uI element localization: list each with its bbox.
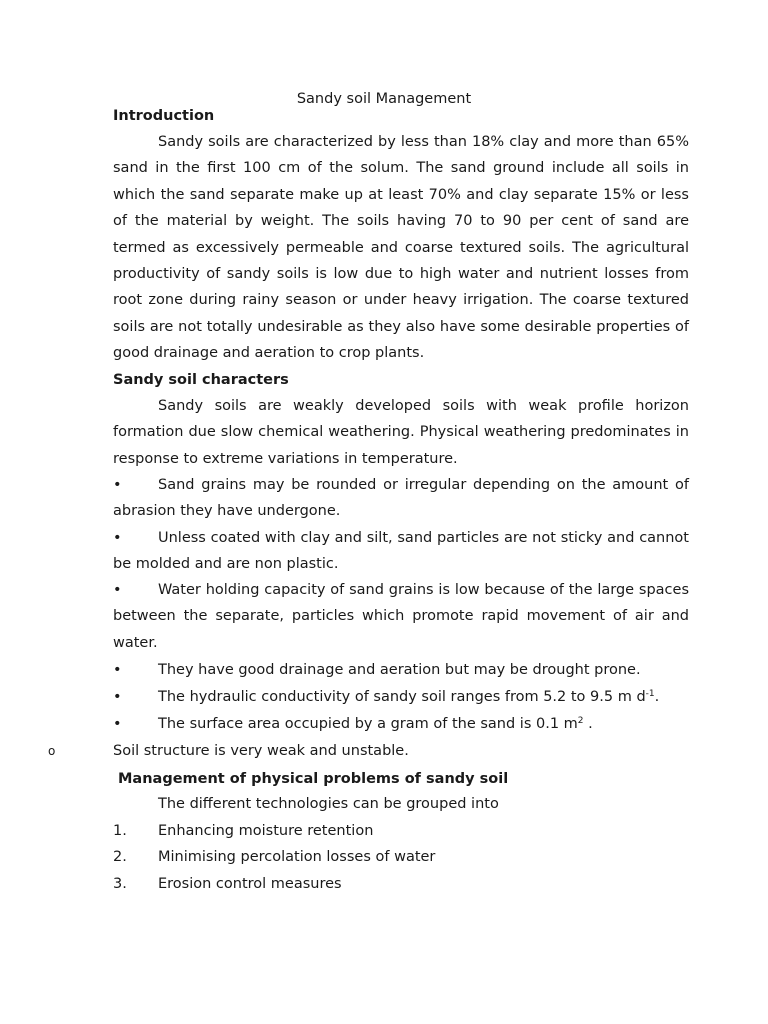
bullet-text: Water holding capacity of sand grains is low because of the large spaces between the separate, particles which promote rapid movement of air and water. (113, 582, 689, 651)
numbered-item (113, 844, 689, 870)
superscript: -1 (645, 689, 655, 699)
bullet-item (113, 711, 689, 737)
numbered-item-text: Enhancing moisture retention (158, 823, 374, 839)
sandy-soil-characters-heading: Sandy soil characters (113, 372, 289, 388)
list-number: 2. (113, 849, 127, 865)
introduction-heading: Introduction (113, 108, 215, 124)
list-number: 1. (113, 823, 127, 839)
bullet-text: Sand grains may be rounded or irregular depending on the amount of abrasion they have undergone. (113, 477, 689, 520)
bullet-text-end: . (583, 716, 593, 732)
bullet-icon: • (113, 662, 122, 678)
numbered-item (113, 818, 689, 844)
bullet-item (113, 684, 689, 710)
bullet-text: The hydraulic conductivity of sandy soil ranges from 5.2 to 9.5 m d (158, 689, 646, 705)
bullet-item (113, 472, 689, 525)
bullet-text: The surface area occupied by a gram of the sand is 0.1 m (158, 716, 578, 732)
numbered-item-text: Minimising percolation losses of water (158, 849, 436, 865)
characters-paragraph: Sandy soils are weakly developed soils with weak profile horizon formation due slow chemical weathering. Physical weathering predominates in response to extreme variations in temperature. (113, 398, 689, 467)
management-heading: Management of physical problems of sandy soil (118, 771, 509, 787)
numbered-item (113, 871, 689, 897)
bullet-icon: • (113, 689, 122, 705)
sub-bullet-text: Soil structure is very weak and unstable. (113, 743, 409, 759)
bullet-item (113, 525, 689, 578)
superscript: 2 (577, 716, 584, 726)
document-title-text: Sandy soil Management (296, 91, 472, 107)
bullet-text-end: . (654, 689, 660, 705)
bullet-icon: • (113, 477, 122, 493)
bullet-text: They have good drainage and aeration but may be drought prone. (158, 662, 641, 678)
numbered-item-text: Erosion control measures (158, 876, 342, 892)
bullet-icon: • (113, 530, 122, 546)
introduction-paragraph: Sandy soils are characterized by less than 18% clay and more than 65% sand in the first 100 cm of the solum. The sand ground include all soils in which the sand separate make up at least 70% and clay separate 15% or less of the material by weight. The soils having 70 to 90 per cent of sand are termed as excessively permeable and coarse textured soils. The agricultural productivity of sandy soils is low due to high water and nutrient losses from root zone during rainy season or under heavy irrigation. The coarse textured soils are not totally undesirable as they also have some desirable properties of good drainage and aeration to crop plants. (113, 134, 689, 362)
bullet-icon: • (113, 582, 122, 598)
sub-bullet-item (48, 738, 708, 764)
list-number: 3. (113, 876, 127, 892)
circle-bullet-icon: o (48, 744, 56, 758)
bullet-icon: • (113, 716, 122, 732)
management-paragraph: The different technologies can be grouped into (158, 796, 499, 812)
bullet-item (113, 577, 689, 656)
bullet-item (113, 657, 689, 683)
bullet-text: Unless coated with clay and silt, sand particles are not sticky and cannot be molded and are non plastic. (113, 530, 689, 573)
